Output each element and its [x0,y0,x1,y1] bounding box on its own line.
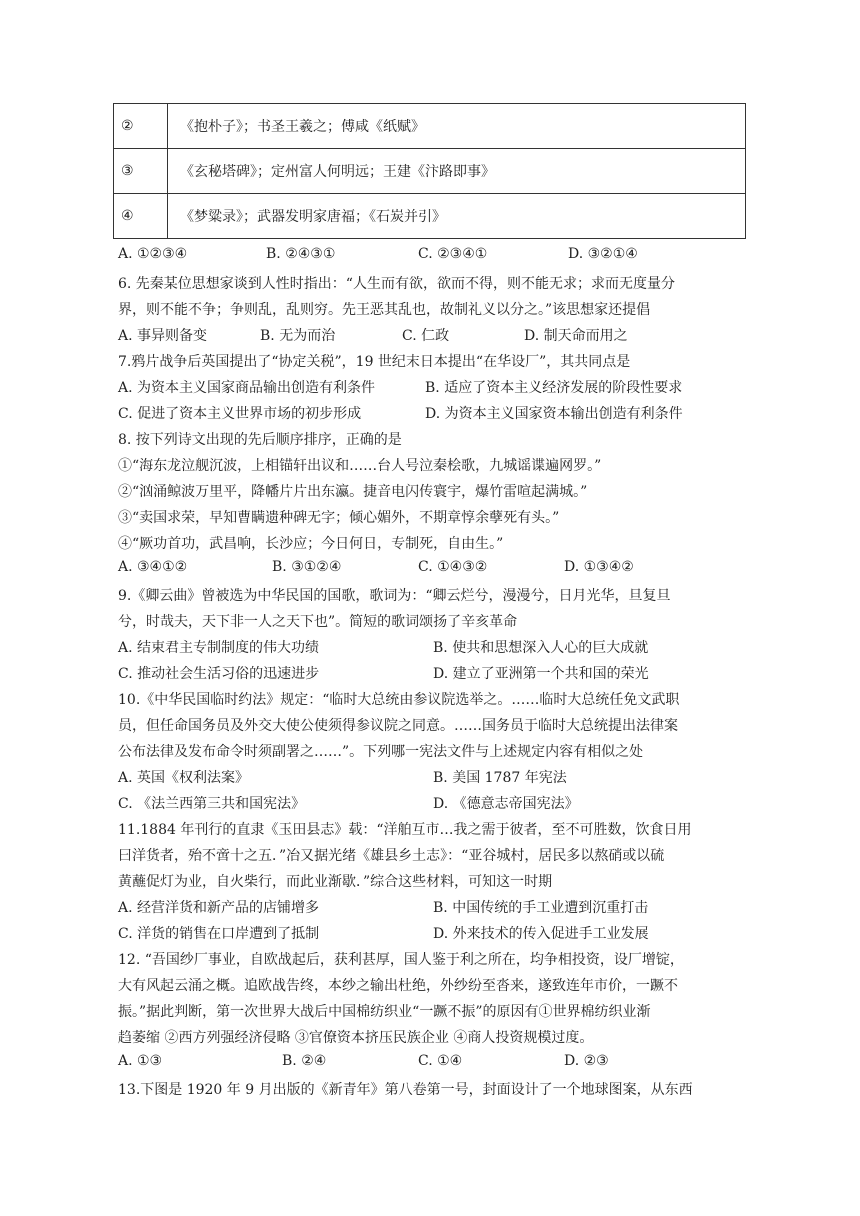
q12-option-c: C. ①④ [418,1053,463,1069]
table-row [114,149,746,194]
q7-option-b: B. 适应了资本主义经济发展的阶段性要求 [425,380,683,396]
q9-stem-line: 兮，时哉夫，天下非一人之天下也”。简短的歌词颂扬了辛亥革命 [118,614,518,630]
q13-stem-line: 13.下图是 1920 年 9 月出版的《新青年》第八卷第一号，封面设计了一个地球图案，从东西 [118,1082,693,1098]
q9-option-d: D. 建立了亚洲第一个共和国的荣光 [433,666,649,682]
table-cell-num: ③ [114,149,168,194]
q8-stem-line: ①“海东龙泣舰沉波，上相锚轩出议和……台人号泣秦桧歌，九城谣谍遍网罗。” [118,458,602,474]
q6-option-a: A. 事异则备变 [118,328,208,344]
q9-stem-line: 9.《卿云曲》曾被选为中华民国的国歌，歌词为：“卿云烂兮，漫漫兮，日月光华，旦复旦 [118,588,671,604]
q7-option-a: A. 为资本主义国家商品输出创造有利条件 [118,380,376,396]
answer-table [113,103,746,239]
q8-stem-line: ③“卖国求荣，早知曹瞒遗种碑无字；倾心媚外，不期章惇余孽死有头。” [118,510,560,526]
q11-option-a: A. 经营洋货和新产品的店铺增多 [118,900,320,916]
q10-option-d: D. 《德意志帝国宪法》 [433,796,579,812]
table-row [114,194,746,239]
q9-option-c: C. 推动社会生活习俗的迅速进步 [118,666,320,682]
q11-stem-line: 曰洋货者，殆不啻十之五．”冶又据光绪《雄县乡土志》：“亚谷城村，居民多以熬硝或以硫 [118,848,665,864]
q10-stem-line: 10.《中华民国临时约法》规定：“临时大总统由参议院选举之。……临时大总统任免文武职 [118,692,680,708]
q6-option-d: D. 制天命而用之 [524,328,628,344]
q8-stem-line: 8. 按下列诗文出现的先后顺序排序，正确的是 [118,432,402,448]
q12-option-b: B. ②④ [282,1053,327,1069]
q7-stem-line: 7.鸦片战争后英国提出了“协定关税”，19 世纪末日本提出“在华设厂”，其共同点是 [118,354,631,370]
q8-stem-line: ④“厥功首功，武昌响，长沙应；今日何日，专制死，自由生。” [118,536,504,552]
table-cell-text: 《抱朴子》；书圣王羲之；傅咸《纸赋》 [168,104,746,149]
q5-option-d: D. ③②①④ [568,246,638,262]
q8-stem-line: ②“汹涌鲸波万里平，降幡片片出东瀛。捷音电闪传寰宇，爆竹雷喧起满城。” [118,484,588,500]
q12-stem-line: 大有风起云涌之概。追欧战告终，本纱之输出杜绝，外纱纷至沓来，遂致连年市价，一蹶不 [118,978,678,994]
q6-stem-line: 界，则不能不争；争则乱，乱则穷。先王恶其乱也，故制礼义以分之。”该思想家还提倡 [118,302,651,318]
q5-option-b: B. ②④③① [266,246,336,262]
q12-stem-line: 振。”据此判断，第一次世界大战后中国棉纺织业“一蹶不振”的原因有①世界棉纺织业渐 [118,1004,651,1020]
q5-option-c: C. ②③④① [418,246,488,262]
table-row [114,104,746,149]
q12-option-d: D. ②③ [564,1053,609,1069]
q6-option-c: C. 仁政 [402,328,450,344]
table-cell-text: 《玄秘塔碑》；定州富人何明远；王建《汴路即事》 [168,149,746,194]
q10-option-c: C. 《法兰西第三共和国宪法》 [118,796,306,812]
q8-option-b: B. ③①②④ [272,559,342,575]
table-cell-text: 《梦粱录》；武器发明家唐福；《石炭并引》 [168,194,746,239]
q12-option-a: A. ①③ [118,1053,163,1069]
q10-stem-line: 员，但任命国务员及外交大使公使须得参议院之同意。……国务员于临时大总统提出法律案 [118,718,678,734]
q6-option-b: B. 无为而治 [260,328,336,344]
q11-option-b: B. 中国传统的手工业遭到沉重打击 [433,900,649,916]
table-cell-num: ④ [114,194,168,239]
q10-option-a: A. 英国《权利法案》 [118,770,250,786]
q9-option-b: B. 使共和思想深入人心的巨大成就 [433,640,649,656]
q9-option-a: A. 结束君主专制制度的伟大功绩 [118,640,320,656]
q12-stem-line: 12. “吾国纱厂事业，自欧战起后，获利甚厚，国人鉴于利之所在，均争相投资，设厂增锭， [118,952,684,968]
q7-option-d: D. 为资本主义国家资本输出创造有利条件 [425,406,683,422]
q6-stem-line: 6. 先秦某位思想家谈到人性时指出：“人生而有欲，欲而不得，则不能无求；求而无度量分 [118,276,675,292]
q11-stem-line: 11.1884 年刊行的直隶《玉田县志》载：“洋舶互市…我之需于彼者，至不可胜数，饮食日用 [118,822,692,838]
q10-stem-line: 公布法律及发布命令时须副署之……”。下列哪一宪法文件与上述规定内容有相似之处 [118,744,644,760]
q7-option-c: C. 促进了资本主义世界市场的初步形成 [118,406,362,422]
q10-option-b: B. 美国 1787 年宪法 [433,770,567,786]
q11-option-d: D. 外来技术的传入促进手工业发展 [433,926,649,942]
q11-option-c: C. 洋货的销售在口岸遭到了抵制 [118,926,320,942]
q5-option-a: A. ①②③④ [118,246,188,262]
q8-option-a: A. ③④①② [118,559,188,575]
table-cell-num: ② [114,104,168,149]
q8-option-c: C. ①④③② [418,559,488,575]
q12-stem-line: 趋萎缩 ②西方列强经济侵略 ③官僚资本挤压民族企业 ④商人投资规模过度。 [118,1030,594,1046]
q11-stem-line: 黄蘸促灯为业，自火柴行，而此业渐歇．”综合这些材料，可知这一时期 [118,874,553,890]
q8-option-d: D. ①③④② [564,559,634,575]
